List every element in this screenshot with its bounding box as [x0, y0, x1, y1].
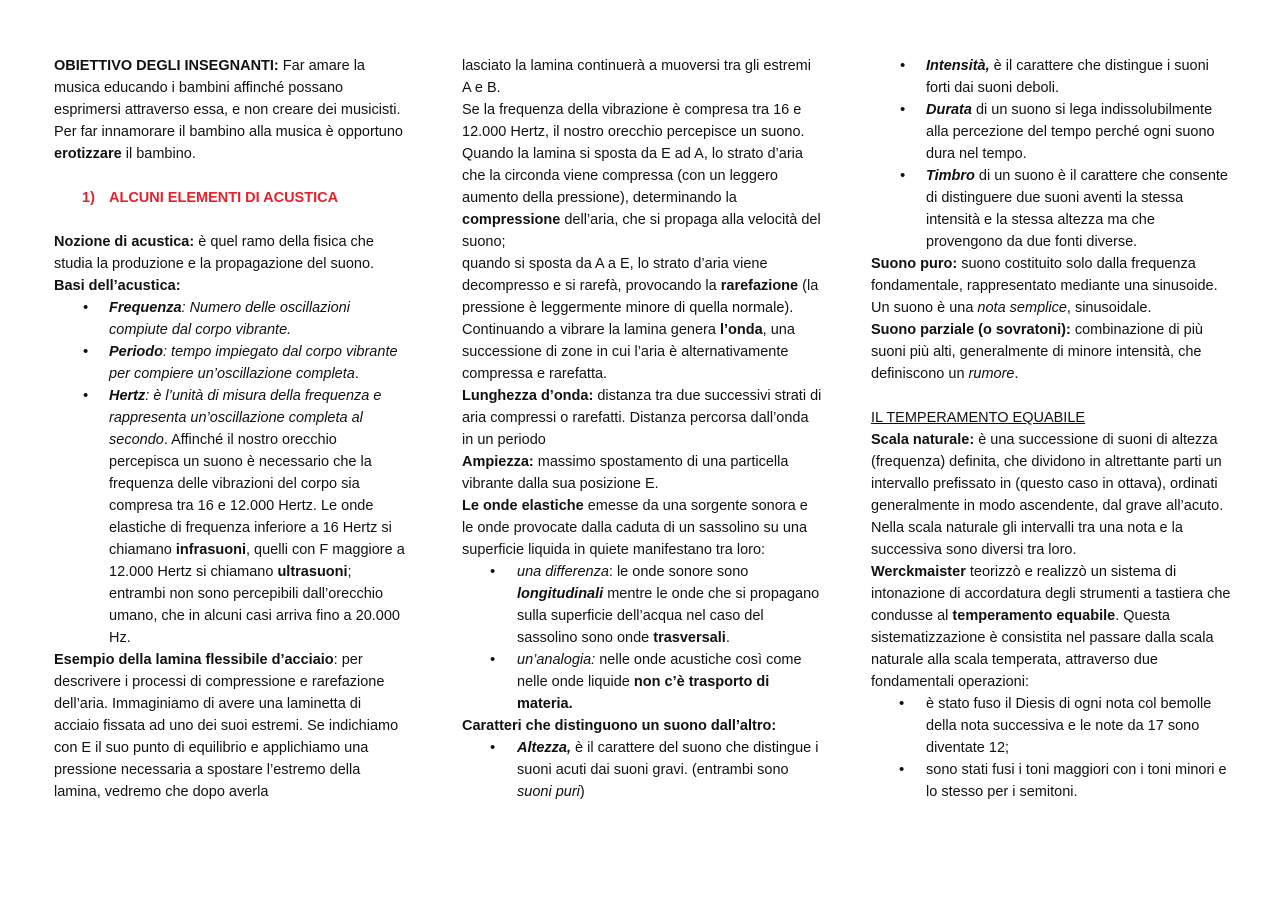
werckmaister-label: Werckmaister — [871, 564, 966, 580]
wavelength-text: distanza tra due successivi strati di aria compressi o rarefatti. Distanza percorsa dall’onda in un periodo — [462, 388, 822, 448]
rarefaction-text-end: , una successione di zone in cui l’aria è alternativamente compressa e rarefatta. — [462, 322, 795, 382]
intensita-label: Intensità, — [926, 58, 990, 74]
elastic-waves-text: emesse da una sorgente sonora e le onde provocate dalla caduta di un sassolino su una superficie liquida in quiete manifestano tra loro: — [462, 498, 808, 558]
wave-term: l’onda — [719, 322, 763, 338]
pure-sound-end: , sinusoidale. — [1066, 300, 1152, 316]
partial-sound-italic: rumore — [968, 366, 1015, 382]
list-item-difference — [462, 561, 822, 649]
compression-text: Se la frequenza della vibrazione è compresa tra 16 e 12.000 Hertz, il nostro orecchio percepisce un suono. Quando la lamina si sposta da E ad A, lo strato d’aria che la circonda viene compressa (con un leggero aumento della pressione), determinando la — [462, 102, 805, 206]
werckmaister-text: teorizzò e realizzò un sistema di intonazione di accordatura degli strumenti a tastiera che condusse al — [871, 564, 1231, 624]
lamina-paragraph — [54, 649, 410, 803]
rarefaction-text: quando si sposta da A a E, lo strato d’aria viene decompresso e si rarefà, provocando la — [462, 256, 768, 294]
list-item-timbro — [871, 165, 1231, 253]
natural-scale-label: Scala naturale: — [871, 432, 975, 448]
period-end: . — [354, 366, 359, 382]
amplitude-text: massimo spostamento di una particella vibrante dalla sua posizione E. — [462, 454, 789, 492]
period-label: Periodo — [109, 344, 163, 360]
period-text: : tempo impiegato dal corpo vibrante per compiere un’oscillazione completa — [109, 344, 398, 382]
partial-sound-label: Suono parziale (o sovratoni): — [871, 322, 1071, 338]
acoustics-label: Nozione di acustica: — [54, 234, 195, 250]
waves-list — [462, 561, 822, 715]
intensita-text: è il carattere che distingue i suoni forti dai suoni deboli. — [926, 58, 1209, 96]
lamina-continuation: lasciato la lamina continuerà a muoversi tra gli estremi A e B. — [462, 58, 811, 96]
objective-label: OBIETTIVO DEGLI INSEGNANTI: — [54, 58, 279, 74]
difference-text: : le onde sonore sono — [608, 564, 749, 580]
infrasound-term: infrasuoni — [175, 542, 246, 558]
ultrasound-term: ultrasuoni — [277, 564, 348, 580]
partial-sound-paragraph — [871, 319, 1231, 385]
durata-text: di un suono si lega indissolubilmente alla percezione del tempo perché ogni suono dura nel tempo. — [926, 102, 1215, 162]
pure-sound-text: suono costituito solo dalla frequenza fondamentale, rappresentato mediante una sinusoide. Un suono è una — [871, 256, 1218, 316]
objective-paragraph — [54, 55, 410, 165]
werckmaister-text-end: . Questa sistematizzazione è consistita nel passare dalla scala naturale alla scala temperata, attraverso due fondamentali operazioni: — [871, 608, 1214, 690]
natural-scale-paragraph — [871, 429, 1231, 561]
column-2 — [462, 55, 822, 803]
amplitude-label: Ampiezza: — [462, 454, 534, 470]
rarefaction-text-2: (la pressione è leggermente minore di quella normale). Continuando a vibrare la lamina genera — [462, 278, 819, 338]
amplitude-paragraph — [462, 451, 822, 495]
list-item-operation-1: • è stato fuso il Diesis di ogni nota col bemolle della nota successiva e le note da 17 sono diventate 12; — [871, 693, 1231, 759]
rarefaction-term: rarefazione — [720, 278, 799, 294]
altezza-italic: suoni puri — [517, 784, 580, 800]
operations-list — [871, 693, 1231, 803]
section-heading — [54, 187, 410, 209]
partial-sound-end: . — [1014, 366, 1019, 382]
wavelength-paragraph — [462, 385, 822, 451]
list-item-analogy — [462, 649, 822, 715]
acoustics-text: è quel ramo della fisica che studia la produzione e la propagazione del suono. — [54, 234, 375, 272]
list-item-intensita — [871, 55, 1231, 99]
hertz-text-2: , quelli con F maggiore a 12.000 Hertz si chiamano — [109, 542, 405, 580]
frequency-label: Frequenza — [109, 300, 182, 316]
section-number: 1) — [82, 190, 95, 206]
wavelength-label: Lunghezza d’onda: — [462, 388, 594, 404]
pure-sound-italic: nota semplice — [977, 300, 1067, 316]
difference-end: . — [725, 630, 730, 646]
column-1 — [54, 55, 410, 803]
analogy-text: nelle onde acustiche così come nelle onde liquide — [517, 652, 802, 690]
longitudinal-term: longitudinali — [517, 586, 604, 602]
pure-sound-paragraph — [871, 253, 1231, 319]
pure-sound-label: Suono puro: — [871, 256, 958, 272]
transverse-term: trasversali — [653, 630, 726, 646]
hertz-italic: : è l’unità di misura della frequenza e rappresenta un’oscillazione completa al secondo — [109, 388, 382, 448]
basics-heading — [54, 275, 410, 297]
objective-text-end: il bambino. — [121, 146, 196, 162]
list-item-hertz — [54, 385, 410, 649]
characters-list-continued — [871, 55, 1231, 253]
column-3 — [871, 55, 1231, 803]
elastic-waves-label: Le onde elastiche — [462, 498, 584, 514]
acoustics-definition — [54, 231, 410, 275]
rarefaction-paragraph — [462, 253, 822, 385]
lamina-text: : per descrivere i processi di compressione e rarefazione dell’aria. Immaginiamo di avere una laminetta di acciaio fissata ad uno dei suoi estremi. Se indichiamo con E il suo punto di equilibrio e applichiamo una pressione necessaria a spostare l’estremo della lamina, vedremo che dopo averla — [54, 652, 399, 800]
altezza-label: Altezza, — [517, 740, 571, 756]
basics-label: Basi dell’acustica: — [54, 278, 181, 294]
difference-label: una differenza — [517, 564, 609, 580]
temperament-title: IL TEMPERAMENTO EQUABILE — [871, 410, 1086, 426]
altezza-text: è il carattere del suono che distingue i suoni acuti dai suoni gravi. (entrambi sono — [517, 740, 819, 778]
timbro-label: Timbro — [926, 168, 975, 184]
objective-text: Far amare la musica educando i bambini affinché possano esprimersi attraverso essa, e non creare dei musicisti. Per far innamorare il bambino alla musica è opportuno — [54, 58, 403, 140]
werckmaister-paragraph — [871, 561, 1231, 693]
timbro-text: di un suono è il carattere che consente di distinguere due suoni aventi la stessa intensità e la stessa altezza ma che provengono da due fonti diverse. — [926, 168, 1228, 250]
durata-label: Durata — [926, 102, 972, 118]
list-item-altezza — [462, 737, 822, 803]
natural-scale-text: è una successione di suoni di altezza (frequenza) definita, che dividono in altrettante parti un intervallo prefissato in (questo caso in ottava), ordinati generalmente in modo ascendente, dal grave all’acuto. Nella scala naturale gli intervalli tra una nota e la successiva sono diversi tra loro. — [871, 432, 1224, 558]
hertz-text: . Affinché il nostro orecchio percepisca un suono è necessario che la frequenza delle vibrazioni del corpo sia compresa tra 16 e 12.000 Hertz. Le onde elastiche di frequenza inferiore a 16 Hertz si chiamano — [109, 432, 392, 558]
basics-list — [54, 297, 410, 649]
section-title: ALCUNI ELEMENTI DI ACUSTICA — [109, 190, 339, 206]
objective-bold: erotizzare — [54, 146, 122, 162]
analogy-bold: non c’è trasporto di materia. — [517, 674, 770, 712]
characters-heading — [462, 715, 822, 737]
analogy-label: un’analogia: — [517, 652, 596, 668]
lamina-label: Esempio della lamina flessibile d’acciaio — [54, 652, 334, 668]
list-item-durata — [871, 99, 1231, 165]
altezza-end: ) — [579, 784, 585, 800]
hertz-text-3: ; entrambi non sono percepibili dall’orecchio umano, che in alcuni casi arriva fino a 20.000 Hz. — [109, 564, 400, 646]
elastic-waves-paragraph — [462, 495, 822, 561]
list-item-operation-2: • sono stati fusi i toni maggiori con i toni minori e lo stesso per i semitoni. — [871, 759, 1231, 803]
difference-text-2: mentre le onde che si propagano sulla superficie dell’acqua nel caso del sassolino sono onde — [517, 586, 820, 646]
list-item-frequency — [54, 297, 410, 341]
compression-term: compressione — [462, 212, 561, 228]
hertz-label: Hertz — [109, 388, 146, 404]
frequency-text: : Numero delle oscillazioni compiute dal corpo vibrante. — [109, 300, 350, 338]
partial-sound-text: combinazione di più suoni più alti, generalmente di minore intensità, che definiscono un — [871, 322, 1203, 382]
characters-list — [462, 737, 822, 803]
characters-label: Caratteri che distinguono un suono dall’altro: — [462, 718, 777, 734]
list-item-period — [54, 341, 410, 385]
compression-paragraph — [462, 99, 822, 253]
compression-text-end: dell’aria, che si propaga alla velocità del suono; — [462, 212, 821, 250]
equal-temperament-term: temperamento equabile — [952, 608, 1116, 624]
